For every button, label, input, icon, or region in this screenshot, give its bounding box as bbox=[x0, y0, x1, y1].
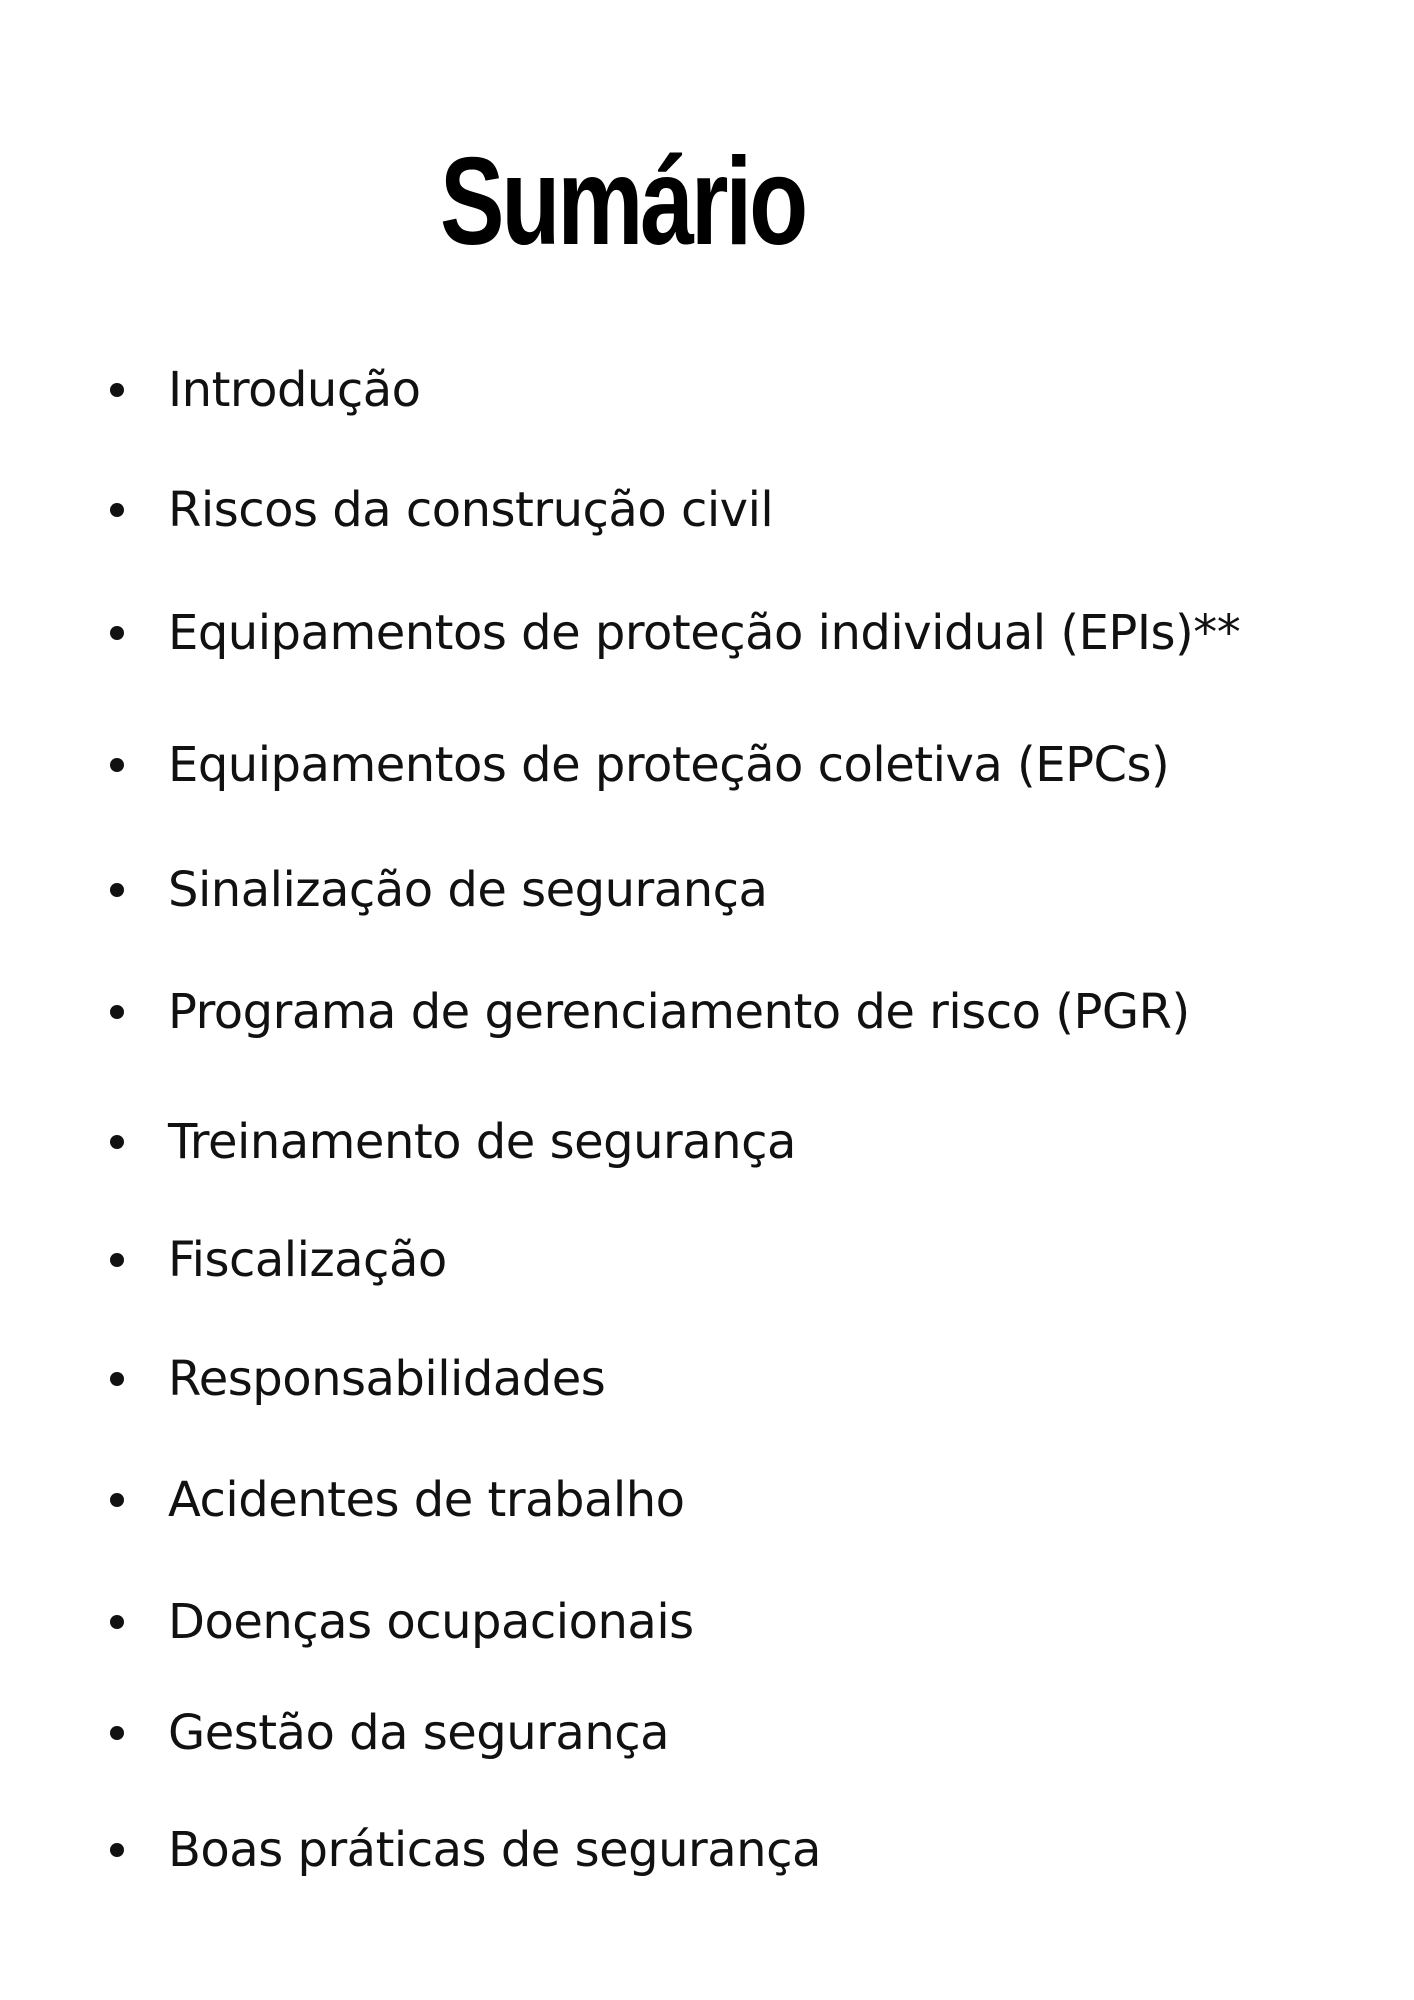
bullet-icon bbox=[110, 1493, 124, 1507]
toc-item-label: Doenças ocupacionais bbox=[168, 1594, 694, 1650]
bullet-icon bbox=[110, 1726, 124, 1740]
bullet-icon bbox=[110, 1005, 124, 1019]
toc-item-label: Equipamentos de proteção coletiva (EPCs) bbox=[168, 737, 1170, 793]
toc-item-gestao bbox=[110, 1701, 669, 1765]
toc-item-label: Equipamentos de proteção individual (EPIs)** bbox=[168, 605, 1241, 661]
toc-item-label: Treinamento de segurança bbox=[168, 1114, 796, 1170]
toc-item-doencas bbox=[110, 1590, 694, 1654]
toc-item-boas-praticas bbox=[110, 1818, 821, 1882]
bullet-icon bbox=[110, 883, 124, 897]
bullet-icon bbox=[110, 503, 124, 517]
toc-item-label: Programa de gerenciamento de risco (PGR) bbox=[168, 984, 1190, 1040]
toc-item-label: Fiscalização bbox=[168, 1232, 447, 1288]
toc-item-epis bbox=[110, 601, 1240, 665]
toc-item-epcs bbox=[110, 733, 1169, 797]
bullet-icon bbox=[110, 758, 124, 772]
toc-item-label: Boas práticas de segurança bbox=[168, 1822, 821, 1878]
bullet-icon bbox=[110, 626, 124, 640]
toc-item-label: Introdução bbox=[168, 362, 421, 418]
bullet-icon bbox=[110, 383, 124, 397]
toc-item-label: Riscos da construção civil bbox=[168, 482, 774, 538]
bullet-icon bbox=[110, 1843, 124, 1857]
toc-item-introducao bbox=[110, 358, 421, 422]
bullet-icon bbox=[110, 1372, 124, 1386]
toc-item-label: Sinalização de segurança bbox=[168, 862, 768, 918]
toc-item-acidentes bbox=[110, 1468, 685, 1532]
toc-item-pgr bbox=[110, 980, 1190, 1044]
toc-item-riscos bbox=[110, 478, 773, 542]
toc-item-sinalizacao bbox=[110, 858, 767, 922]
bullet-icon bbox=[110, 1135, 124, 1149]
toc-item-treinamento bbox=[110, 1110, 796, 1174]
toc-item-label: Responsabilidades bbox=[168, 1351, 606, 1407]
toc-item-label: Acidentes de trabalho bbox=[168, 1472, 685, 1528]
page-title: Sumário bbox=[440, 133, 806, 271]
toc-item-responsabilidades bbox=[110, 1347, 605, 1411]
toc-item-label: Gestão da segurança bbox=[168, 1705, 670, 1761]
bullet-icon bbox=[110, 1615, 124, 1629]
toc-item-fiscalizacao bbox=[110, 1228, 447, 1292]
bullet-icon bbox=[110, 1253, 124, 1267]
